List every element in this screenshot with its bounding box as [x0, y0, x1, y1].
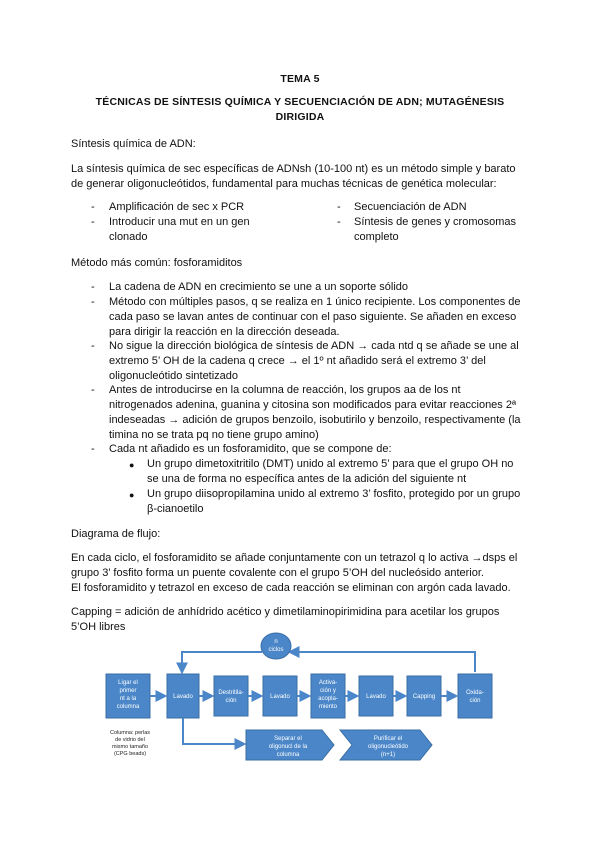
- sub-item-1-l1: Un grupo dimetoxitritilo (DMT) unido al extremo 5’ para que el grupo OH no: [147, 458, 514, 470]
- lavado-box-1: [167, 674, 199, 718]
- diagrama-heading: Diagrama de flujo:: [71, 528, 161, 540]
- ligar-box: [106, 674, 150, 718]
- sintesis-heading: Síntesis química de ADN:: [71, 138, 196, 150]
- svg-text:ción y: ción y: [320, 688, 336, 694]
- loop-arrow: [182, 652, 475, 672]
- destritilacion-box: [214, 676, 248, 716]
- svg-text:ción: ción: [469, 698, 481, 704]
- metodo-item-3-l3: oligonucleótido sintetizado: [109, 370, 239, 382]
- capping-line-2: 5’OH libres: [71, 621, 126, 633]
- bullet-dot: ●: [129, 490, 135, 500]
- n-ciclos-node: [261, 633, 291, 659]
- ciclo-line-2: grupo 3’ fosfito forma un puente covalente con el grupo 5’OH del nucleósido anterior.: [71, 567, 484, 579]
- ciclo-line-1: En cada ciclo, el fosforamidito se añade conjuntamente con un tetrazol q lo activa →dsps el: [71, 552, 518, 564]
- sub-item-1-l2: se una de forma no específica antes de la adición del siguiente nt: [147, 473, 467, 485]
- svg-text:nt a la: nt a la: [119, 696, 137, 702]
- svg-text:Separar el: Separar el: [274, 736, 302, 742]
- svg-text:oligonucl de la: oligonucl de la: [268, 744, 308, 750]
- list-dash: -: [91, 384, 95, 396]
- svg-text:columna: columna: [276, 752, 300, 758]
- purificar-box: [340, 730, 432, 760]
- metodo-item-4-l3: indeseadas → adición de grupos benzoilo, isobutirilo y benzoilo, respectivamente (la: [109, 414, 521, 426]
- svg-text:oligonucleótido: oligonucleótido: [367, 744, 409, 750]
- app-item-1: Amplificación de sec x PCR: [109, 201, 245, 213]
- svg-text:Lavado: Lavado: [270, 694, 290, 700]
- oxidacion-box: [458, 674, 492, 718]
- list-dash: -: [337, 216, 341, 228]
- svg-text:primer: primer: [119, 688, 137, 694]
- lavado-box-2: [263, 676, 297, 716]
- metodo-item-3-l1: No sigue la dirección biológica de síntesis de ADN → cada ntd q se añade se une al: [109, 340, 519, 352]
- svg-text:de vidrio del: de vidrio del: [115, 737, 145, 743]
- list-dash: -: [91, 216, 95, 228]
- list-dash: -: [91, 340, 95, 352]
- svg-text:Lavado: Lavado: [366, 694, 386, 700]
- separar-box: [246, 730, 334, 760]
- intro-line-1: La síntesis química de sec específicas de ADNsh (10-100 nt) es un método simple y barato: [71, 163, 516, 175]
- metodo-item-4-l4: timina no se trata pq no tiene grupo amino): [109, 429, 319, 441]
- n-ciclos-text-1: n: [274, 639, 278, 645]
- metodo-item-5: Cada nt añadido es un fosforamidito, que se compone de:: [109, 443, 392, 455]
- svg-text:acopla-: acopla-: [318, 696, 338, 702]
- tema-title: TEMA 5: [280, 73, 320, 85]
- app-item-4-cont: completo: [354, 231, 399, 243]
- sub-item-2-l2: β-cianoetilo: [147, 503, 204, 515]
- document-title-line2: DIRIGIDA: [275, 111, 325, 123]
- ciclo-line-3: El fosforamidito y tetrazol en exceso de cada reacción se eliminan con argón cada lavado.: [71, 582, 511, 594]
- app-item-3: Secuenciación de ADN: [354, 201, 467, 213]
- app-item-2: Introducir una mut en un gen: [109, 216, 250, 228]
- svg-text:Ligar el: Ligar el: [118, 680, 138, 686]
- svg-text:Purificar el: Purificar el: [373, 736, 403, 742]
- svg-text:ción: ción: [225, 698, 237, 704]
- activacion-box: [311, 674, 345, 718]
- list-dash: -: [337, 201, 341, 213]
- document-title-line1: TÉCNICAS DE SÍNTESIS QUÍMICA Y SECUENCIACIÓN DE ADN; MUTAGÉNESIS: [95, 96, 505, 108]
- app-item-4: Síntesis de genes y cromosomas: [354, 216, 517, 228]
- svg-text:(n+1): (n+1): [380, 752, 396, 758]
- svg-text:mismo tamaño: mismo tamaño: [111, 744, 149, 750]
- n-ciclos-text-2: ciclos: [268, 647, 284, 653]
- list-dash: -: [91, 281, 95, 293]
- list-dash: -: [91, 443, 95, 455]
- metodo-item-2-l1: Método con múltiples pasos, q se realiza en 1 único recipiente. Los componentes de: [109, 296, 521, 308]
- columna-note: [110, 730, 150, 757]
- metodo-item-2-l2: cada paso se lavan antes de continuar con el paso siguiente. Se añaden en exceso: [109, 311, 517, 323]
- metodo-item-4-l1: Antes de introducirse en la columna de reacción, los grupos aa de los nt: [109, 384, 461, 396]
- svg-text:Activa-: Activa-: [318, 680, 338, 686]
- capping-line-1: Capping = adición de anhídrido acético y dimetilaminopirimidina para acetilar los grupos: [71, 606, 500, 618]
- metodo-item-3-l2: extremo 5’ OH de la cadena q crece → el 1º nt añadido será el extremo 3’ del: [109, 355, 486, 367]
- svg-text:Capping: Capping: [412, 694, 436, 700]
- svg-text:columna: columna: [116, 704, 140, 710]
- list-dash: -: [91, 201, 95, 213]
- svg-text:Lavado: Lavado: [173, 694, 193, 700]
- sub-item-2-l1: Un grupo diisopropilamina unido al extremo 3’ fosfito, protegido por un grupo: [147, 488, 521, 500]
- capping-box: [407, 676, 441, 716]
- metodo-item-4-l2: nitrogenados adenina, guanina y citosina son modificados para evitar reacciones 2ª: [109, 399, 517, 411]
- intro-line-2: de generar oligonucleótidos, fundamental para muchas técnicas de genética molecular:: [71, 178, 497, 190]
- metodo-item-2-l3: para dirigir la reacción en la dirección deseada.: [109, 326, 340, 338]
- lavado-box-3: [359, 676, 393, 716]
- list-dash: -: [91, 296, 95, 308]
- metodo-heading: Método más común: fosforamiditos: [71, 257, 243, 269]
- app-item-2-cont: clonado: [109, 231, 148, 243]
- svg-text:(CPG beads): (CPG beads): [113, 751, 147, 757]
- metodo-item-1: La cadena de ADN en crecimiento se une a un soporte sólido: [109, 281, 409, 293]
- svg-text:miento: miento: [318, 704, 338, 710]
- svg-text:Oxida-: Oxida-: [466, 690, 484, 696]
- svg-text:Destritila-: Destritila-: [218, 690, 244, 696]
- svg-text:Columna: perlas: Columna: perlas: [109, 730, 151, 736]
- bullet-dot: ●: [129, 460, 135, 470]
